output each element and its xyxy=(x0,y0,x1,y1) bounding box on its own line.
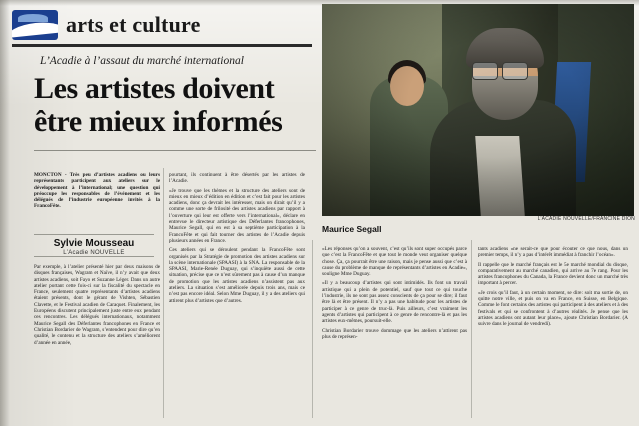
paragraph: MONCTON - Très peu d’artistes acadiens ou leurs représentants participent aux ateliers sur le développement à l’international; une question qui préoccupe les responsables de l’événement et les délégués de l’industrie européenne invités à la FrancoFête. xyxy=(34,172,160,210)
masthead xyxy=(12,8,312,42)
byline xyxy=(34,238,154,256)
article-column-1-bottom xyxy=(34,264,160,349)
section-title: arts et culture xyxy=(66,12,201,37)
paragraph: Il rappelle que le marché français est le 5e marché mondial du disque, comparativement au marché canadien, qui arrive au 7e rang. Pour les artistes francophones du Canada, la France devient donc un marché très important à percer. xyxy=(478,261,628,287)
photo-vignette xyxy=(322,4,634,216)
article-column-3 xyxy=(322,246,467,343)
article-column-1-top xyxy=(34,172,160,213)
article-column-4 xyxy=(478,246,628,331)
headline-rule xyxy=(34,150,316,151)
byline-outlet: L’Acadie NOUVELLE xyxy=(63,250,125,256)
paragraph: Ces ateliers qui se déroulent pendant la FrancoFête sont organisés par la Stratégie de promotion des artistes acadiens sur la scène internationale (SPAASI) à la SNA. La responsable de la SPAASI, Marie-Renée Duguay, qui s’inquiète aussi de cette situation, précise que ce n’est sûrement pas à cause d’un manque de promotion que les artistes acadiens n’assistent pas aux ateliers. La situation s’est améliorée depuis trois ans, mais ce n’est pas encore idéal. Selon Mme Duguay, il y a des ateliers qui attirent plus d’artistes que d’autres. xyxy=(169,247,305,304)
paragraph: «Je trouve que les thèmes et la structure des ateliers sont de mieux en mieux d’édition en édition et c’est fait pour les artistes acadiens, donc ça devrait les intéresser, mais on dirait qu’il y a comme une sorte de frilosité des artistes acadiens par rapport à l’ouverture qui leur est offerte vers l’international», déclare en entrevue le directeur artistique des Déferlantes francophones, Maurice Segall, qui en est à sa septième participation à la FrancoFête et qui fait tourner des artistes de l’Acadie depuis plusieurs années en France. xyxy=(169,187,305,244)
photo-caption: Maurice Segall xyxy=(322,224,382,234)
byline-rule-bottom xyxy=(34,256,154,257)
byline-author: Sylvie Mousseau xyxy=(53,238,135,249)
headline-line-1: Les artistes doivent xyxy=(34,72,275,105)
masthead-rule xyxy=(12,44,312,47)
paragraph: Par exemple, à l’atelier présenté hier par deux maisons de disques françaises, Wagram et Naïve, il n’y avait que deux artistes acadiens, soit Fayo et Suzanne Léger. Dans un autre atelier portant cette fois-ci sur la fiscalité du spectacle en France, seulement quatre représentants d’artistes acadiens étaient présents, dont le gérant de Vishten, Sébastien Clavette, et le Festival acadien de Caraquet. Finalement, les Européens discutent principalement juste entre eux pendant ces rencontres. Les délégués internationaux, notamment Maurice Segall des Déferlantes francophones en France et Christian Bordarier de Wagram, s’entendent pour dire qu’en qualité, le contenu et la structure des ateliers s’améliorent d’année en année, xyxy=(34,264,160,346)
column-rule-1 xyxy=(163,168,164,418)
paragraph: tants acadiens «ne serait-ce que pour écouter ce que nous, dans un premier temps, il n’y a pas d’intérêt immédiat à franchir l’océan». xyxy=(478,246,628,259)
scan-edge-left xyxy=(0,0,10,426)
paragraph: «Il y a beaucoup d’artistes qui sont intimidés. Ils font un travail artistique qui a plein de potentiel, sauf que tout ce qui touche l’industrie, ils ne sont pas assez conscients de ça pour se dire; il faut être là et être présent. Il n’y a pas une habitude pour les artistes de participer à ce genre de truc-là. Puis ailleurs, c’est vraiment les agents d’artistes qui participent à ce genre de rencontre-là et pas les artistes eux-mêmes, poursuit-elle. xyxy=(322,280,467,325)
byline-rule-top xyxy=(34,234,154,235)
photo-credit: L’ACADIE NOUVELLE/FRANCINE DION xyxy=(537,216,635,222)
paragraph: «Les réponses qu’on a souvent, c’est qu’ils sont super occupés parce que c’est la FrancoFête et que tout le monde veut organiser quelque chose. Ça, ça pourrait être une raison, mais je pense aussi que c’est à cause du problème de manque de représentants d’artistes en Acadie», souligne Mme Duguay. xyxy=(322,246,467,278)
page-title xyxy=(34,72,326,138)
column-rule-3 xyxy=(471,240,472,418)
column-rule-2 xyxy=(312,240,313,418)
article-photo xyxy=(322,4,634,216)
newspaper-wave-logo-icon xyxy=(12,10,58,40)
article-kicker: L’Acadie à l’assaut du marché international xyxy=(40,55,244,67)
paragraph: Christian Bordarier trouve dommage que les ateliers n’attirent pas plus de représen- xyxy=(322,327,467,340)
headline-line-2: être mieux informés xyxy=(34,105,283,138)
paragraph: pourtant, ils continuent à être désertés par les artistes de l’Acadie. xyxy=(169,172,305,185)
paragraph: «Je crois qu’il faut, à un certain moment, se dire: soit ma sortie de, on quitte notre ville, et puis on va en France, en Suisse, en Belgique. Comme le font certains des artistes qui participent à des ateliers et à des festivals et qui se confrontent à d’autres réalités. Je pense que les artistes acadiens ont autant leur place», ajoute Christian Bordarier. (A suivre dans le journal de vendredi). xyxy=(478,289,628,328)
article-column-2 xyxy=(169,172,305,307)
